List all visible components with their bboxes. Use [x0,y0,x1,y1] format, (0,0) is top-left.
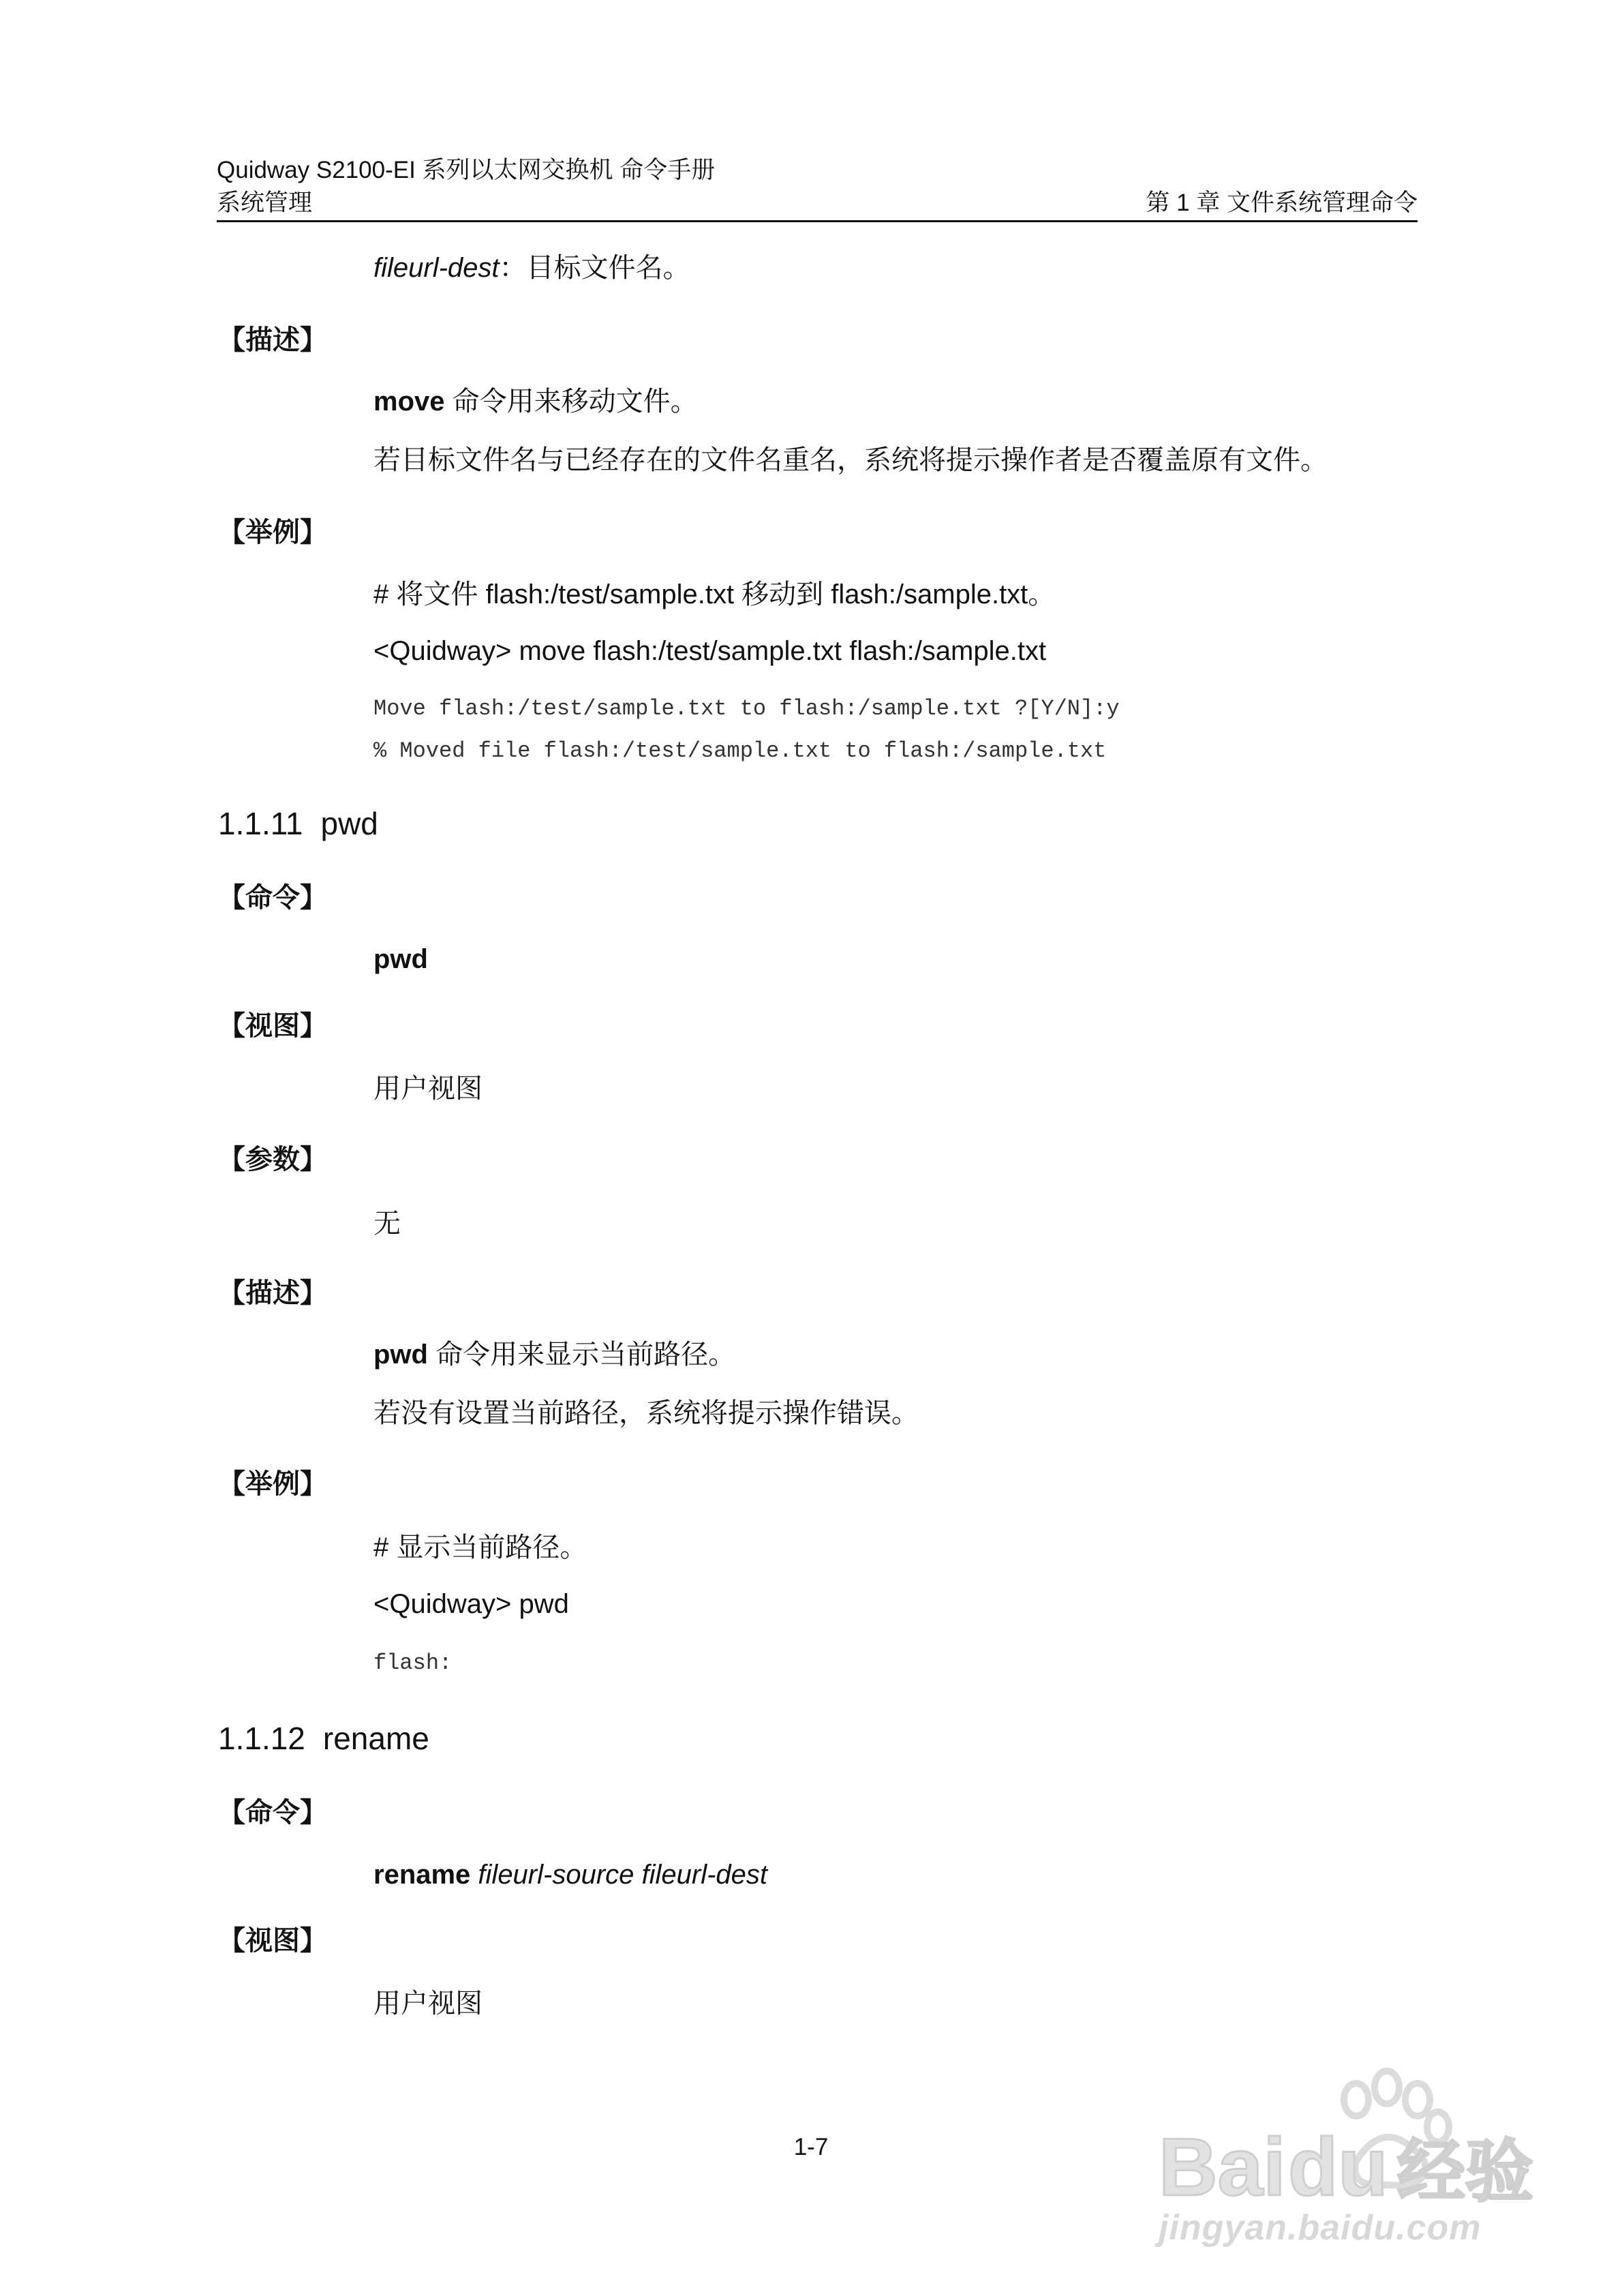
command-syntax [373,1858,767,1892]
example-command: <Quidway> move flash:/test/sample.txt flash:/sample.txt [373,636,1047,666]
command-args: fileurl-source fileurl-dest [470,1860,768,1890]
label-description: 【描述】 [218,325,327,355]
example-command: <Quidway> pwd [373,1589,569,1619]
param-desc: ：目标文件名。 [499,253,690,283]
desc-command: move [373,387,445,417]
view-text: 用户视图 [373,1074,483,1104]
label-view: 【视图】 [218,1926,327,1956]
label-example: 【举例】 [218,517,327,547]
output-line: Move flash:/test/sample.txt to flash:/sample.txt ?[Y/N]:y [373,696,1120,721]
view-text: 用户视图 [373,1989,483,2019]
paw-toe-icon [1344,2083,1368,2116]
output-line: % Moved file flash:/test/sample.txt to flash:/sample.txt [373,738,1107,764]
desc-line-1 [373,1338,735,1372]
watermark-brand: du [1288,2121,1388,2213]
header-section: 系统管理 [217,190,313,216]
label-view: 【视图】 [218,1011,327,1041]
command-keyword: pwd [373,944,428,974]
label-parameters: 【参数】 [218,1145,327,1175]
header-rule [217,220,1418,222]
paw-toe-icon [1375,2071,1399,2104]
label-command: 【命令】 [218,1798,327,1828]
param-name: fileurl-dest [373,253,500,283]
label-description: 【描述】 [218,1278,327,1308]
example-comment: # 显示当前路径。 [373,1532,587,1562]
watermark-url: jingyan.baidu.com [1159,2208,1482,2248]
label-command: 【命令】 [218,883,327,913]
section-number: 1.1.12 [218,1721,305,1756]
params-text: 无 [373,1209,401,1239]
command-syntax [373,942,428,976]
paw-toe-icon [1405,2083,1430,2116]
param-line-dest [373,251,690,285]
section-title: pwd [320,806,378,841]
header-title: Quidway S2100-EI 系列以太网交换机 命令手册 [217,157,716,183]
output-line: flash: [373,1650,453,1676]
page-number: 1-7 [793,2134,829,2160]
section-heading-rename [218,1719,429,1757]
desc-line-2: 若没有设置当前路径，系统将提示操作错误。 [373,1398,919,1428]
section-title: rename [322,1721,429,1756]
section-heading-pwd [218,804,378,843]
desc-text: 命令用来显示当前路径。 [427,1340,736,1370]
desc-line-2: 若目标文件名与已经存在的文件名重名，系统将提示操作者是否覆盖原有文件。 [373,445,1328,475]
label-example: 【举例】 [218,1469,327,1499]
desc-text: 命令用来移动文件。 [444,387,698,417]
section-number: 1.1.11 [218,806,303,841]
desc-line-1 [373,384,698,419]
command-keyword: rename [373,1860,471,1890]
header-chapter: 第 1 章 文件系统管理命令 [1146,190,1418,216]
example-comment: # 将文件 flash:/test/sample.txt 移动到 flash:/sample.txt。 [373,579,1056,609]
watermark-brand: Bai [1159,2121,1286,2213]
watermark-brand-cn: 经验 [1397,2134,1533,2210]
desc-command: pwd [373,1340,428,1370]
